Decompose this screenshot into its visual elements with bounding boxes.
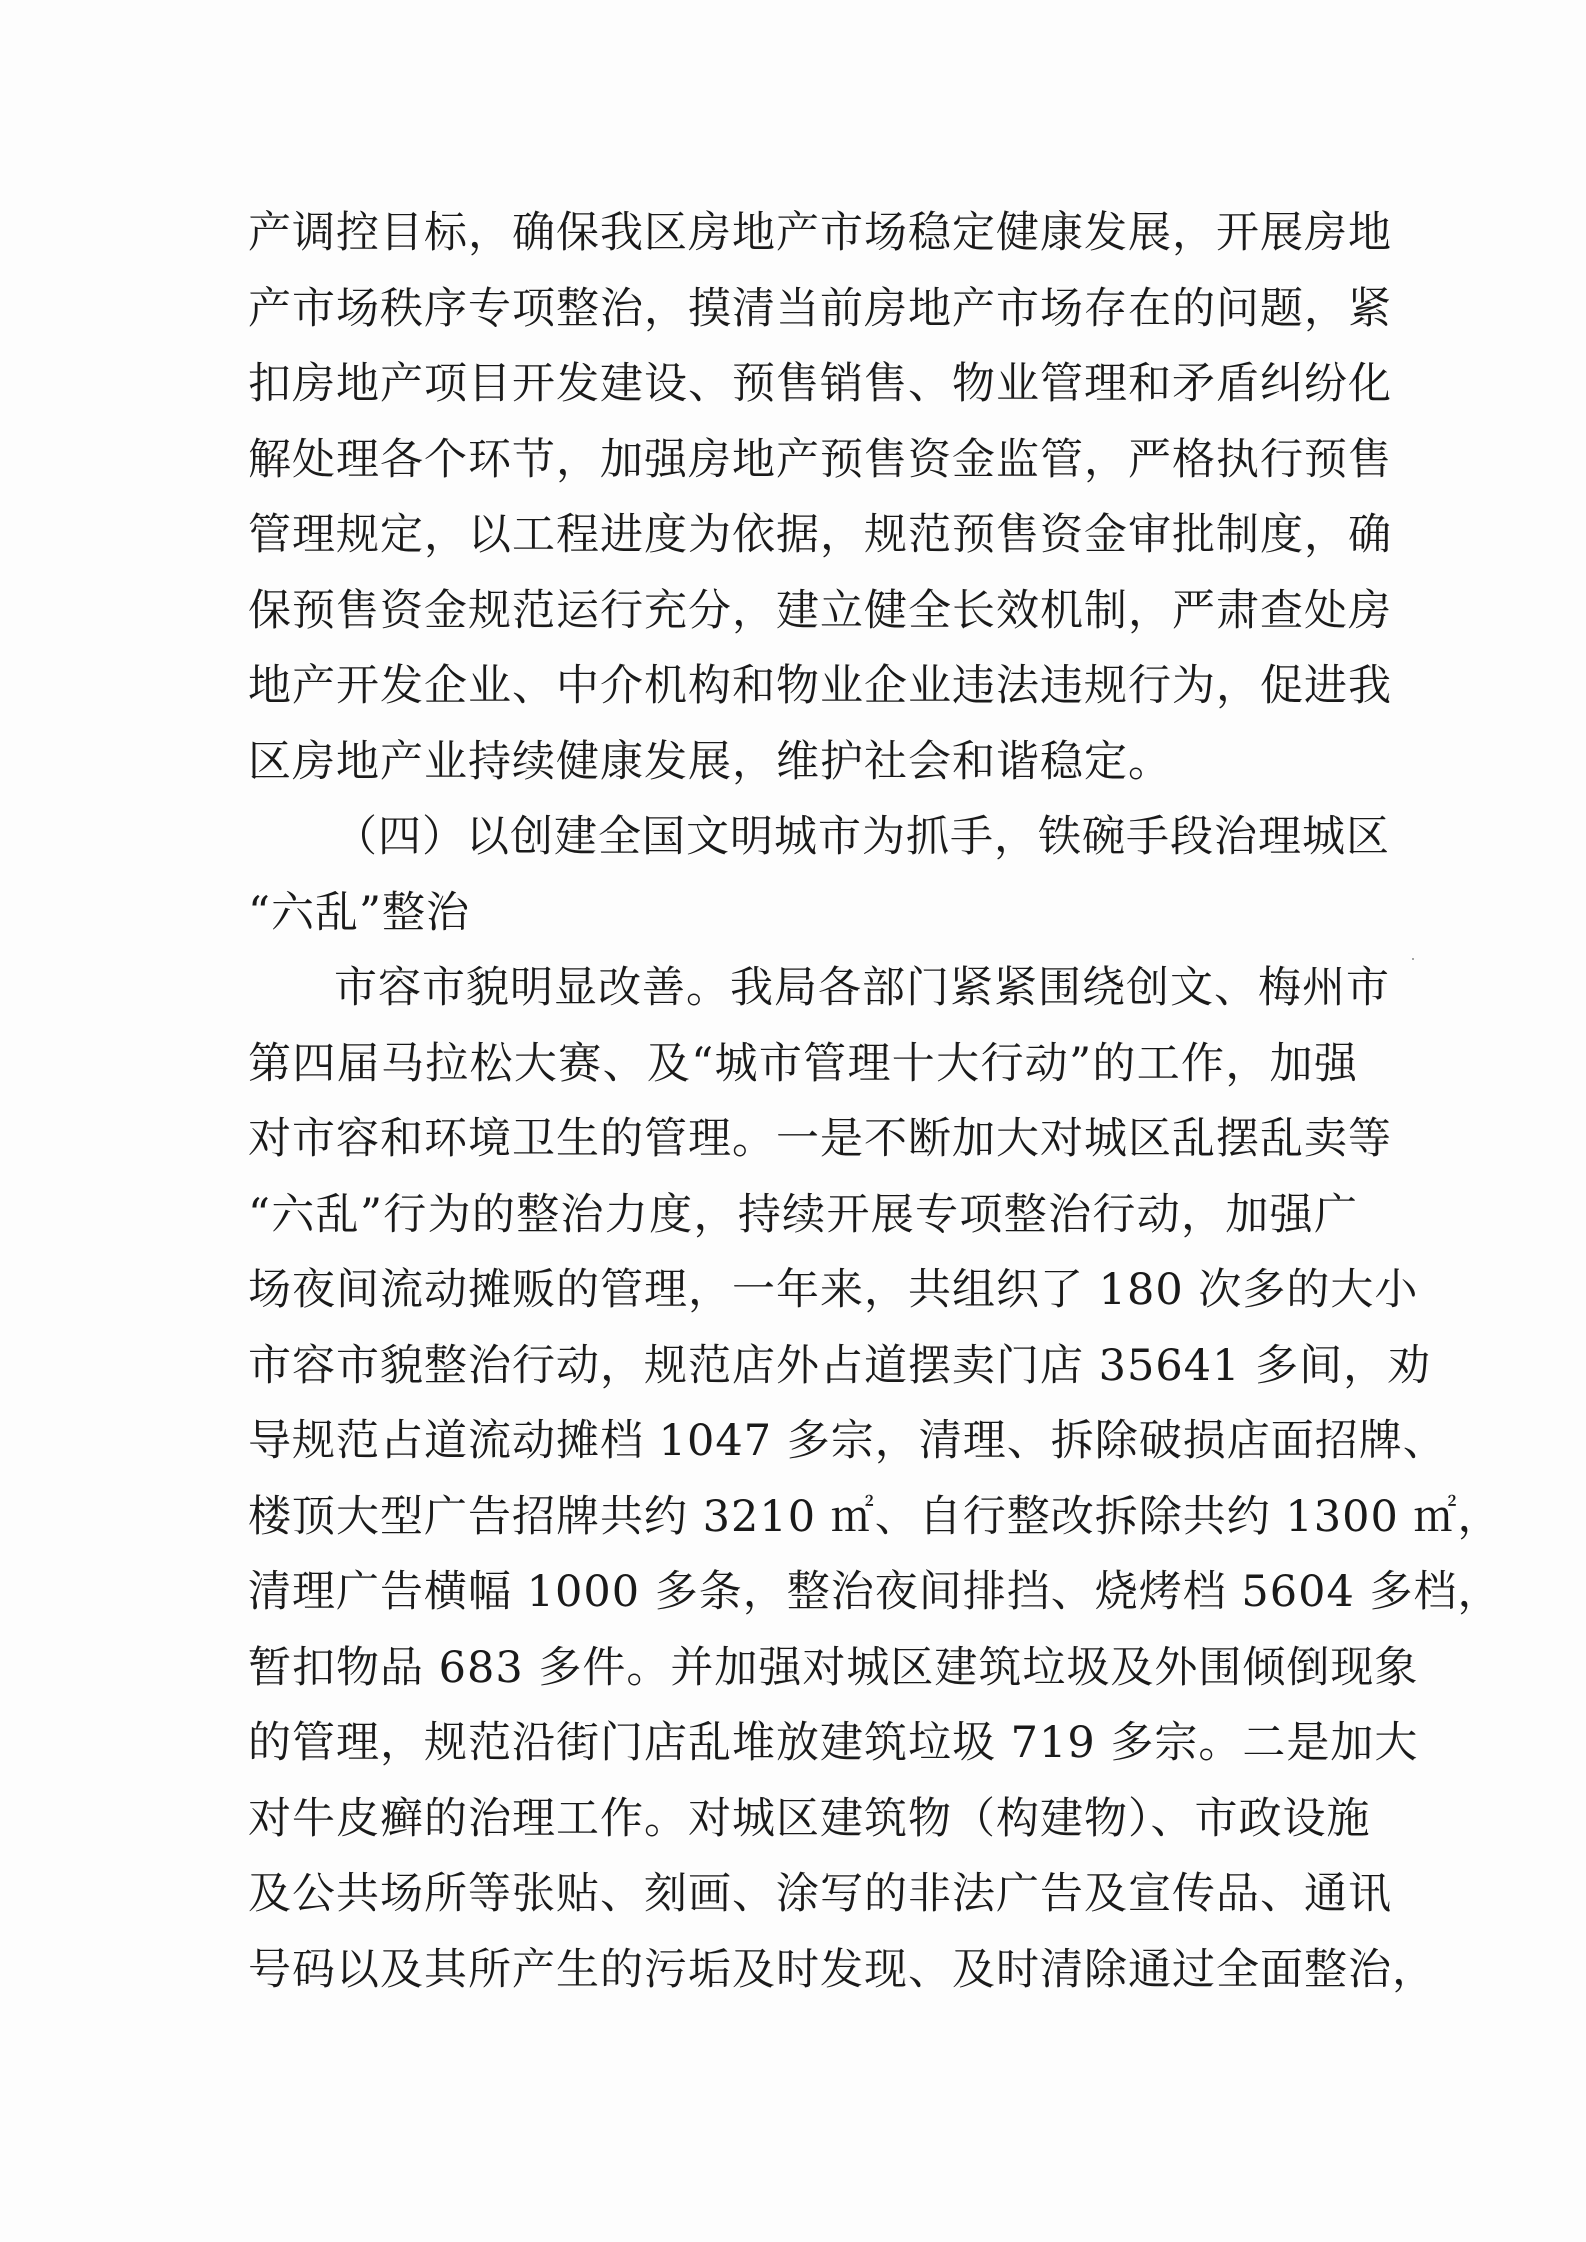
section-heading: （四）以创建全国文明城市为抓手，铁碗手段治理城区 — [334, 812, 1390, 862]
text-line: 区房地产业持续健康发展，维护社会和谐稳定。 — [248, 736, 1172, 787]
text-line: 第四届马拉松大赛、及“城市管理十大行动”的工作，加强 — [248, 1038, 1358, 1089]
text-line: 产调控目标，确保我区房地产市场稳定健康发展，开展房地 — [248, 208, 1392, 258]
text-line: 号码以及其所产生的污垢及时发现、及时清除通过全面整治， — [248, 1944, 1436, 1995]
text-line: 产市场秩序专项整治，摸清当前房地产市场存在的问题，紧 — [248, 283, 1392, 334]
body-text — [248, 196, 1502, 2008]
text-line: 楼顶大型广告招牌共约 3210 ㎡、自行整改拆除共约 1300 ㎡， — [248, 1491, 1502, 1542]
text-line: 场夜间流动摊贩的管理，一年来，共组织了 180 次多的大小 — [248, 1265, 1419, 1315]
text-line: 地产开发企业、中介机构和物业企业违法违规行为，促进我 — [248, 661, 1392, 711]
text-line: 对市容和环境卫生的管理。一是不断加大对城区乱摆乱卖等 — [248, 1114, 1392, 1164]
text-line: 的管理，规范沿街门店乱堆放建筑垃圾 719 多宗。二是加大 — [248, 1718, 1419, 1768]
section-heading-cont: “六乱”整治 — [248, 887, 470, 938]
text-line: 解处理各个环节，加强房地产预售资金监管，严格执行预售 — [248, 434, 1392, 485]
text-line: 市容市貌整治行动，规范店外占道摆卖门店 35641 多间，劝 — [248, 1340, 1432, 1391]
text-line: 对牛皮癣的治理工作。对城区建筑物（构建物）、市政设施 — [248, 1793, 1371, 1844]
text-line: 扣房地产项目开发建设、预售销售、物业管理和矛盾纠纷化 — [248, 359, 1392, 409]
text-line: 及公共场所等张贴、刻画、涂写的非法广告及宣传品、通讯 — [248, 1869, 1392, 1919]
scan-speck — [1412, 958, 1414, 960]
text-line: “六乱”行为的整治力度，持续开展专项整治行动，加强广 — [248, 1189, 1358, 1240]
text-line: 保预售资金规范运行充分，建立健全长效机制，严肃查处房 — [248, 585, 1392, 636]
text-line: 暂扣物品 683 多件。并加强对城区建筑垃圾及外围倾倒现象 — [248, 1642, 1419, 1693]
text-line: 市容市貌明显改善。我局各部门紧紧围绕创文、梅州市 — [334, 963, 1390, 1013]
text-line: 导规范占道流动摊档 1047 多宗，清理、拆除破损店面招牌、 — [248, 1416, 1447, 1466]
text-line: 清理广告横幅 1000 多条，整治夜间排挡、烧烤档 5604 多档， — [248, 1567, 1502, 1617]
text-line: 管理规定，以工程进度为依据，规范预售资金审批制度，确 — [248, 510, 1392, 560]
